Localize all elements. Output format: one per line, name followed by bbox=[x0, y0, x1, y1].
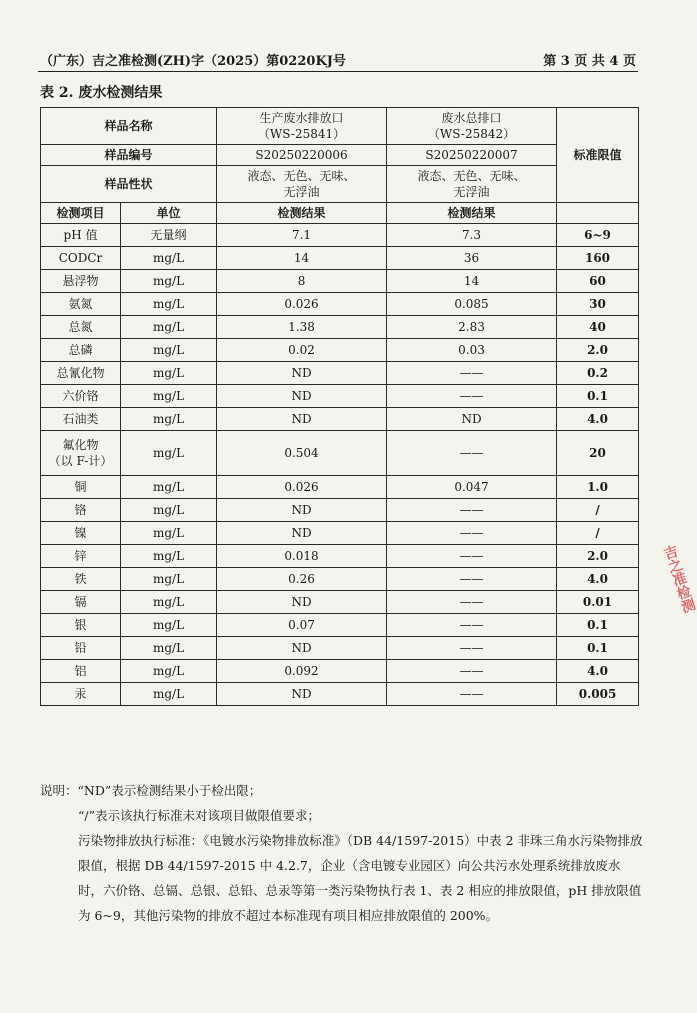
result-2: 0.047 bbox=[387, 476, 557, 499]
result-2: 14 bbox=[387, 270, 557, 293]
sample-2-trait bbox=[387, 166, 557, 203]
limit: / bbox=[557, 499, 639, 522]
table-row bbox=[41, 522, 639, 545]
result-2: ND bbox=[387, 408, 557, 431]
result-2: —— bbox=[387, 431, 557, 476]
item-name: 氨氮 bbox=[41, 293, 121, 316]
limit: 30 bbox=[557, 293, 639, 316]
item-name bbox=[41, 247, 121, 270]
table-row bbox=[41, 408, 639, 431]
table-row bbox=[41, 614, 639, 637]
column-header-row bbox=[41, 203, 639, 224]
table-row bbox=[41, 316, 639, 339]
table-row bbox=[41, 476, 639, 499]
table-row bbox=[41, 499, 639, 522]
result-1: 0.504 bbox=[217, 431, 387, 476]
unit: mg/L bbox=[121, 683, 217, 706]
item-name: pH 值 bbox=[41, 224, 121, 247]
table-row bbox=[41, 224, 639, 247]
item-name: 汞 bbox=[41, 683, 121, 706]
item-name: 镉 bbox=[41, 591, 121, 614]
result-2: 2.83 bbox=[387, 316, 557, 339]
sample-id-row bbox=[41, 145, 639, 166]
sample-trait-label: 样品性状 bbox=[41, 166, 217, 203]
sample-2-trait-line1: 液态、无色、无味、 bbox=[417, 169, 526, 183]
result-1: 1.38 bbox=[217, 316, 387, 339]
limit: 0.1 bbox=[557, 385, 639, 408]
table-row bbox=[41, 545, 639, 568]
unit: mg/L bbox=[121, 408, 217, 431]
result-1: ND bbox=[217, 362, 387, 385]
limit: 40 bbox=[557, 316, 639, 339]
item-name: 六价铬 bbox=[41, 385, 121, 408]
unit: mg/L bbox=[121, 431, 217, 476]
item-name: 总氮 bbox=[41, 316, 121, 339]
item-name-line1: 氟化物 bbox=[62, 438, 99, 452]
result-2: —— bbox=[387, 385, 557, 408]
table-row bbox=[41, 591, 639, 614]
table-row bbox=[41, 339, 639, 362]
result-1: ND bbox=[217, 499, 387, 522]
result-2: 0.085 bbox=[387, 293, 557, 316]
limit: 160 bbox=[557, 247, 639, 270]
item-name-line2: （以 F-计） bbox=[48, 454, 113, 468]
sample-1-name bbox=[217, 108, 387, 145]
result-2: 7.3 bbox=[387, 224, 557, 247]
unit: mg/L bbox=[121, 339, 217, 362]
limit: 0.2 bbox=[557, 362, 639, 385]
result-2: 36 bbox=[387, 247, 557, 270]
item-header: 检测项目 bbox=[41, 203, 121, 224]
sample-1-trait bbox=[217, 166, 387, 203]
result-1: 0.26 bbox=[217, 568, 387, 591]
limit: / bbox=[557, 522, 639, 545]
page-number: 第 3 页 共 4 页 bbox=[543, 54, 636, 69]
sample-2-trait-line2: 无浮油 bbox=[453, 185, 490, 199]
result-1: ND bbox=[217, 522, 387, 545]
unit: mg/L bbox=[121, 522, 217, 545]
table-row bbox=[41, 247, 639, 270]
sample-name-row bbox=[41, 108, 639, 145]
result-2: —— bbox=[387, 614, 557, 637]
sample-2-id: S20250220007 bbox=[387, 145, 557, 166]
table-row bbox=[41, 637, 639, 660]
result-2-header: 检测结果 bbox=[387, 203, 557, 224]
limit: 0.1 bbox=[557, 614, 639, 637]
limit: 20 bbox=[557, 431, 639, 476]
sample-id-label: 样品编号 bbox=[41, 145, 217, 166]
note-nd: 说明：“ND”表示检测结果小于检出限； bbox=[40, 783, 262, 798]
result-1: 0.02 bbox=[217, 339, 387, 362]
item-name: 总氰化物 bbox=[41, 362, 121, 385]
inspection-seal-stamp: 吉之准检测 bbox=[660, 543, 697, 615]
limit-header-blank bbox=[557, 203, 639, 224]
unit: mg/L bbox=[121, 362, 217, 385]
unit: mg/L bbox=[121, 385, 217, 408]
sample-1-trait-line2: 无浮油 bbox=[283, 185, 320, 199]
sample-name-label: 样品名称 bbox=[41, 108, 217, 145]
unit: mg/L bbox=[121, 660, 217, 683]
unit: mg/L bbox=[121, 637, 217, 660]
note-slash: “/”表示该执行标准未对该项目做限值要求； bbox=[78, 808, 320, 823]
page-header bbox=[40, 50, 636, 72]
result-2: —— bbox=[387, 591, 557, 614]
sample-1-id: S20250220006 bbox=[217, 145, 387, 166]
unit: 无量纲 bbox=[121, 224, 217, 247]
result-2: —— bbox=[387, 362, 557, 385]
result-2: —— bbox=[387, 637, 557, 660]
table-row bbox=[41, 270, 639, 293]
item-name: 石油类 bbox=[41, 408, 121, 431]
unit: mg/L bbox=[121, 545, 217, 568]
result-2: 0.03 bbox=[387, 339, 557, 362]
item-name: 铁 bbox=[41, 568, 121, 591]
notes-section bbox=[40, 778, 645, 928]
table-row bbox=[41, 385, 639, 408]
result-1: ND bbox=[217, 637, 387, 660]
result-1: 0.07 bbox=[217, 614, 387, 637]
unit-header: 单位 bbox=[121, 203, 217, 224]
item-name: 铬 bbox=[41, 499, 121, 522]
item-name: 铅 bbox=[41, 637, 121, 660]
unit: mg/L bbox=[121, 499, 217, 522]
unit: mg/L bbox=[121, 316, 217, 339]
limit: 4.0 bbox=[557, 408, 639, 431]
table-row bbox=[41, 660, 639, 683]
report-number: （广东）吉之准检测(ZH)字（2025）第0220KJ号 bbox=[40, 54, 346, 69]
unit: mg/L bbox=[121, 270, 217, 293]
limit: 4.0 bbox=[557, 568, 639, 591]
limit: 2.0 bbox=[557, 545, 639, 568]
result-2: —— bbox=[387, 568, 557, 591]
result-1: 0.026 bbox=[217, 476, 387, 499]
sample-2-name-line2: （WS-25842） bbox=[427, 127, 516, 141]
result-1: 14 bbox=[217, 247, 387, 270]
result-2: —— bbox=[387, 660, 557, 683]
limit: 0.1 bbox=[557, 637, 639, 660]
result-1: ND bbox=[217, 591, 387, 614]
result-1: 8 bbox=[217, 270, 387, 293]
result-2: —— bbox=[387, 522, 557, 545]
header-divider bbox=[38, 71, 638, 72]
unit: mg/L bbox=[121, 476, 217, 499]
result-1: 0.026 bbox=[217, 293, 387, 316]
result-2: —— bbox=[387, 499, 557, 522]
sample-1-name-line2: （WS-25841） bbox=[257, 127, 346, 141]
note-standard: 污染物排放执行标准：《电镀水污染物排放标准》（DB 44/1597-2015）中表 2 非珠三角水污染物排放限值，根据 DB 44/1597-2015 中 4.2.7，企业（含电镀专业园区）向公共污水处理系统排放废水时，六价铬、总镉、总银、总铅、总汞等第一类污染物执行表 1、表 2 相应的排放限值，pH 排放限值为 6~9，其他污染物的排放不超过本标准现有项目相应排放限值的 200%。 bbox=[78, 833, 643, 923]
table-title: 表 2. 废水检测结果 bbox=[40, 85, 163, 101]
result-1: 0.092 bbox=[217, 660, 387, 683]
limit-header: 标准限值 bbox=[557, 108, 639, 203]
table-row bbox=[41, 683, 639, 706]
table-row bbox=[41, 431, 639, 476]
sample-1-trait-line1: 液态、无色、无味、 bbox=[247, 169, 356, 183]
item-name: 悬浮物 bbox=[41, 270, 121, 293]
result-1: 0.018 bbox=[217, 545, 387, 568]
limit: 4.0 bbox=[557, 660, 639, 683]
sample-trait-row bbox=[41, 166, 639, 203]
limit: 0.005 bbox=[557, 683, 639, 706]
item-name: 锌 bbox=[41, 545, 121, 568]
result-1: ND bbox=[217, 683, 387, 706]
item-name: 银 bbox=[41, 614, 121, 637]
result-2: —— bbox=[387, 545, 557, 568]
result-1: 7.1 bbox=[217, 224, 387, 247]
unit: mg/L bbox=[121, 293, 217, 316]
item-name: 铝 bbox=[41, 660, 121, 683]
item-name bbox=[41, 431, 121, 476]
table-row bbox=[41, 568, 639, 591]
result-2: —— bbox=[387, 683, 557, 706]
unit: mg/L bbox=[121, 614, 217, 637]
result-1-header: 检测结果 bbox=[217, 203, 387, 224]
limit: 2.0 bbox=[557, 339, 639, 362]
unit: mg/L bbox=[121, 247, 217, 270]
limit: 1.0 bbox=[557, 476, 639, 499]
unit: mg/L bbox=[121, 591, 217, 614]
wastewater-results-table bbox=[40, 107, 639, 706]
limit: 0.01 bbox=[557, 591, 639, 614]
table-row bbox=[41, 293, 639, 316]
item-name: 镍 bbox=[41, 522, 121, 545]
sample-2-name-line1: 废水总排口 bbox=[441, 111, 502, 125]
limit: 60 bbox=[557, 270, 639, 293]
unit: mg/L bbox=[121, 568, 217, 591]
cod-label: CODCr bbox=[58, 251, 103, 265]
limit: 6~9 bbox=[557, 224, 639, 247]
result-1: ND bbox=[217, 408, 387, 431]
sample-2-name bbox=[387, 108, 557, 145]
table-row bbox=[41, 362, 639, 385]
item-name: 总磷 bbox=[41, 339, 121, 362]
result-1: ND bbox=[217, 385, 387, 408]
item-name: 铜 bbox=[41, 476, 121, 499]
sample-1-name-line1: 生产废水排放口 bbox=[259, 111, 344, 125]
